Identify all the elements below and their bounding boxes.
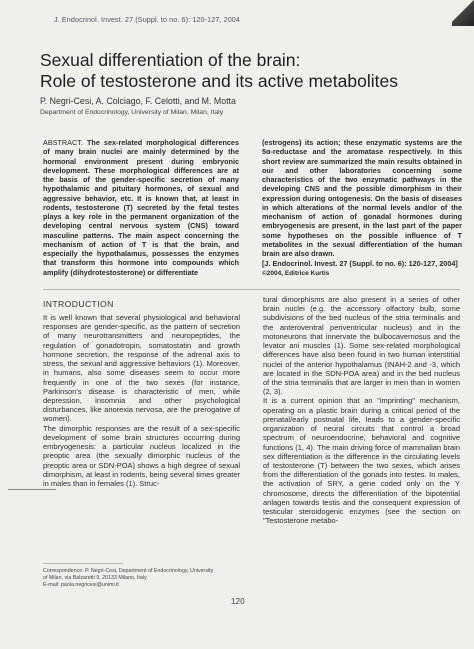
section-heading: INTRODUCTION	[43, 299, 114, 309]
article-title	[40, 50, 440, 92]
copyright-notice: ©2004, Editrice Kurtis	[262, 269, 330, 277]
correspondence-email: E-mail: paola.negricesi@unimi.it	[43, 581, 119, 588]
correspondence-line: of Milan, via Balzaretti 9, 20133 Milano, Italy.	[43, 574, 148, 581]
abstract-left-column	[43, 138, 239, 277]
abstract-text-left: The sex-related morphological differences of many brain nuclei are mainly determined by the hormonal environment present during embryonic development. These morphological differences are at the basis of the gender-specific secretion of many hypothalamic and pituitary hormones, of sexual and aggressive behavior, etc. It is known that, at least in rodents, testosterone (T) secreted by the fetal testes plays a key role in the permanent organization of the developing central nervous system (CNS) toward masculine patterns. The main aspect concerning the mechanism of action of T is that the brain, and especially the hypothalamus, possesses the enzymes that transform this hormone into compounds which amplify (dihydrotestosterone) or differentiate	[43, 138, 239, 277]
page-number: 120	[231, 597, 245, 606]
body-paragraph: It is a current opinion that an "imprinting" mechanism, operating on a plastic brain during a critical period of the prenatal/early postnatal life, leads to a gender-specific organization of neural circuits that control a broad spectrum of neuroendocrine, behavioral and cognitive functions (1, 4). The main driving force of mammalian brain sex differentiation is the difference in the circulating levels of testosterone (T) between the two sexes, which arises from the differentiation of the gonads into testes. In males, the activation of SRY, a gene coded only on the Y chromosome, directs the differentiation of the bipotential anlagen towards testis and the consequent expression of testicular steroidogenic enzymes (see the section on "Testosterone metabo-	[263, 396, 460, 526]
title-line-2: Role of testosterone and its active metabolites	[40, 71, 398, 91]
abstract-text-right: (estrogens) its action; these enzymatic systems are the 5α-reductase and the aromatase respectively. In this short review are summarized the main results obtained in our and other laboratories concerning some characteristics of the two enzymatic pathways in the developing CNS and the possible dimorphism in their expression during ontogenesis. On the basis of diseases in which alterations of the normal levels and/or of the mechanism of action of gonadal hormones during embryogenesis are present, in the last part of the paper some hypotheses on the possible influence of T metabolites in the sexual differentiation of the human brain are also drawn.	[262, 138, 462, 258]
footnote-divider	[43, 563, 123, 564]
affiliation: Department of Endocrinology, University of Milan, Milan, Italy	[40, 109, 224, 116]
title-line-1: Sexual differentiation of the brain:	[40, 50, 301, 70]
author-list: P. Negri-Cesi, A. Colciago, F. Celotti, and M. Motta	[40, 96, 236, 106]
abstract-divider	[43, 289, 460, 290]
body-paragraph: tural dimorphisms are also present in a series of other brain nuclei (e.g. the accessory olfactory bulb, some subdivisions of the bed nucleus of the stria terminalis and the anteroventral periventricular nucleus) and in the motoneurons that innervate the bulbocavernosus and the levator ani muscles (1). Some sex-related morphological differences have also been found in two human interstitial nuclei of the anterior hypothalamus (INAH-2 and -3, which are located in the SDN-POA area) and in the bed nucleus of the stria terminalis that are larger in men than in women (2, 3).	[263, 295, 460, 397]
body-paragraph: It is well known that several physiological and behavioral responses are gender-specific, as the pattern of secretion of many neurotransmitters and neuropeptides, the regulation of gonadotropin, somatostatin and growth hormone secretion, the response of the adrenal axis to stress, the sexual and aggressive behaviors (1). Moreover, in humans, also some diseases seem to occur more frequently in one of the two sexes (for instance, Parkinson's disease is characteristic of men, while depression, insomnia and other psychological disturbances, like anorexia nervosa, are the prerogative of women).	[43, 313, 240, 424]
margin-dash-mark	[8, 489, 56, 490]
abstract-citation: [J. Endocrinol. Invest. 27 (Suppl. to no. 6): 120-127, 2004]	[262, 259, 458, 269]
page-corner-mark	[452, 0, 474, 26]
abstract-right-column	[262, 138, 462, 278]
body-paragraph: The dimorphic responses are the result of a sex-specific development of some brain structures occurring during embryogenesis: a particular nucleus localized in the preoptic area (the sexually dimorphic nucleus of the preoptic area or SDN-POA) shows a high degree of sexual dimorphism, at least in rodents, being several times greater in males than in females (1). Struc-	[43, 423, 240, 488]
correspondence-line: Correspondence: P. Negri-Cesi, Department of Endocrinology, University	[43, 568, 214, 574]
journal-reference: J. Endocrinol. Invest. 27 (Suppl. to no. 6): 120-127, 2004	[54, 15, 240, 24]
abstract-lead: ABSTRACT.	[43, 138, 83, 147]
body-right-column	[263, 295, 460, 525]
correspondence-note	[43, 568, 243, 588]
body-left-column	[43, 313, 240, 488]
